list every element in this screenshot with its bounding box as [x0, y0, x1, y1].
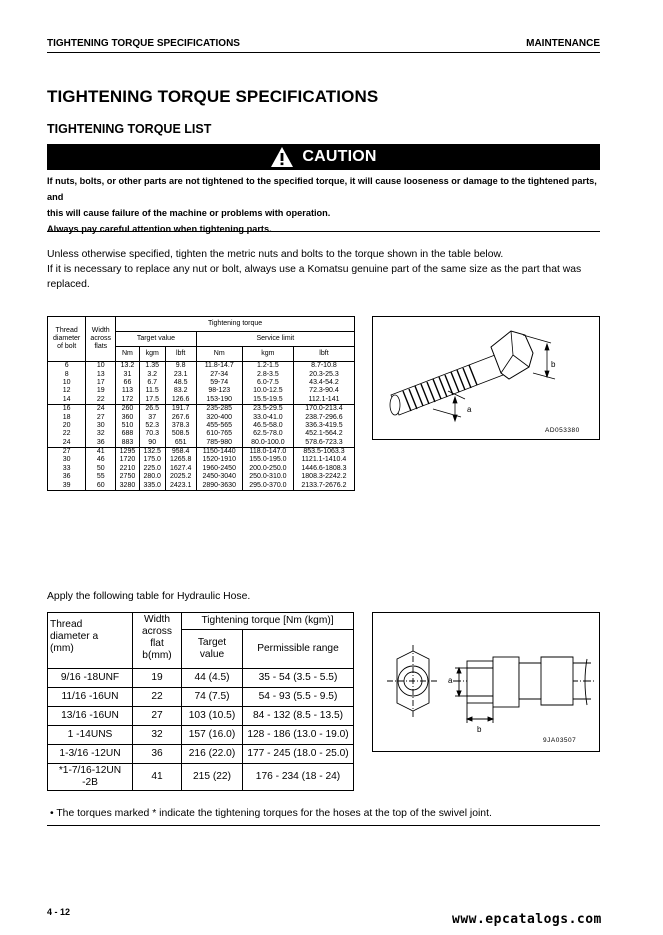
hose-table-cell: 1-3/16 -12UN — [48, 745, 133, 764]
hose-table-cell: 128 - 186 (13.0 - 19.0) — [243, 726, 354, 745]
bolt-table-cell: 200.0-250.0 — [242, 465, 293, 473]
bolt-table-cell: 175.0 — [139, 456, 165, 464]
bolt-table-cell: 13 — [86, 370, 116, 378]
hose-width-header: Width across flat b(mm) — [133, 613, 182, 669]
bolt-table-cell: 62.5-78.0 — [242, 430, 293, 438]
bolt-table-cell: 6.0-7.5 — [242, 379, 293, 387]
bolt-torque-table — [47, 316, 355, 491]
hose-dimension-b-label: b — [477, 725, 482, 734]
bolt-table-cell: 267.6 — [165, 413, 196, 421]
bolt-table-row — [48, 396, 355, 405]
hose-table-cell: 13/16 -16UN — [48, 707, 133, 726]
hose-table-cell: 74 (7.5) — [182, 688, 243, 707]
bolt-table-row — [48, 439, 355, 448]
bolt-table-cell: 12 — [48, 387, 86, 395]
bolt-table-cell: 2.8-3.5 — [242, 370, 293, 378]
bolt-table-cell: 20.3-25.3 — [293, 370, 354, 378]
bolt-table-cell: 39 — [48, 481, 86, 490]
hose-fitting-illustration — [373, 613, 599, 751]
bolt-table-cell: 2210 — [116, 465, 140, 473]
bolt-table-cell: 59-74 — [196, 379, 242, 387]
hose-table-cell: 19 — [133, 669, 182, 688]
hose-table-cell: 103 (10.5) — [182, 707, 243, 726]
caution-line: this will cause failure of the machine or problems with operation. — [47, 208, 331, 218]
hose-torque-header: Tightening torque [Nm (kgm)] — [182, 613, 354, 630]
width-across-flats-header: Width across flats — [86, 317, 116, 362]
intro-line: Unless otherwise specified, tighten the metric nuts and bolts to the torque shown in the table below. — [47, 249, 504, 260]
hose-table-row — [48, 764, 354, 791]
bolt-table-cell: 36 — [48, 473, 86, 481]
bolt-table-cell: 1.2-1.5 — [242, 362, 293, 371]
bolt-table-cell: 2450-3040 — [196, 473, 242, 481]
bolt-table-cell: 33.0-41.0 — [242, 413, 293, 421]
bolt-table-cell: 191.7 — [165, 404, 196, 413]
figure-code: AD053380 — [545, 427, 580, 434]
bolt-table-row — [48, 422, 355, 430]
bolt-table-cell: 50 — [86, 465, 116, 473]
service-limit-header: Service limit — [196, 332, 354, 347]
bolt-table-cell: 452.1-564.2 — [293, 430, 354, 438]
dimension-a-label: a — [467, 405, 472, 414]
bolt-table-cell: 132.5 — [139, 447, 165, 456]
running-header-title: TIGHTENING TORQUE SPECIFICATIONS — [47, 38, 240, 49]
bolt-table-row — [48, 447, 355, 456]
bolt-table-cell: 455-565 — [196, 422, 242, 430]
hose-table-row — [48, 745, 354, 764]
bolt-table-cell: 250.0-310.0 — [242, 473, 293, 481]
hose-table-row — [48, 688, 354, 707]
bolt-table-cell: 72.3-90.4 — [293, 387, 354, 395]
hose-table-cell: 84 - 132 (8.5 - 13.5) — [243, 707, 354, 726]
watermark-url: www.epcatalogs.com — [452, 912, 602, 927]
bolt-table-cell: 10 — [86, 362, 116, 371]
bolt-table-cell: 16 — [48, 404, 86, 413]
bolt-table-cell: 3.2 — [139, 370, 165, 378]
bolt-table-cell: 883 — [116, 439, 140, 448]
bolt-table-cell: 2133.7-2676.2 — [293, 481, 354, 490]
bolt-table-cell: 13.2 — [116, 362, 140, 371]
bolt-table-cell: 295.0-370.0 — [242, 481, 293, 490]
hose-table-cell: 215 (22) — [182, 764, 243, 791]
hose-table-cell: 22 — [133, 688, 182, 707]
bolt-table-cell: 508.5 — [165, 430, 196, 438]
bolt-table-cell: 225.0 — [139, 465, 165, 473]
hose-table-cell: 11/16 -16UN — [48, 688, 133, 707]
bolt-table-cell: 378.3 — [165, 422, 196, 430]
bolt-table-cell: 1720 — [116, 456, 140, 464]
bolt-table-cell: 126.6 — [165, 396, 196, 405]
bolt-table-cell: 37 — [139, 413, 165, 421]
bolt-table-cell: 113 — [116, 387, 140, 395]
hose-table-cell: 32 — [133, 726, 182, 745]
bolt-table-cell: 17 — [86, 379, 116, 387]
caution-label: CAUTION — [302, 148, 377, 165]
page-number: 4 - 12 — [47, 907, 71, 917]
swivel-joint-note: • The torques marked * indicate the tightening torques for the hoses at the top of the swivel joint. — [50, 808, 492, 819]
bolt-table-cell: 60 — [86, 481, 116, 490]
bolt-table-cell: 24 — [86, 404, 116, 413]
hose-table-cell: 216 (22.0) — [182, 745, 243, 764]
hose-table-intro: Apply the following table for Hydraulic Hose. — [47, 591, 251, 602]
hose-table-cell: 9/16 -18UNF — [48, 669, 133, 688]
bolt-table-cell: 11.5 — [139, 387, 165, 395]
bolt-table-cell: 43.4-54.2 — [293, 379, 354, 387]
bolt-table-cell: 27 — [86, 413, 116, 421]
caution-line: Always pay careful attention when tightening parts. — [47, 224, 272, 234]
bolt-table-cell: 2025.2 — [165, 473, 196, 481]
bolt-table-cell: 22 — [48, 430, 86, 438]
bolt-table-cell: 280.0 — [139, 473, 165, 481]
bolt-table-cell: 958.4 — [165, 447, 196, 456]
bolt-table-row — [48, 481, 355, 490]
bolt-table-row — [48, 387, 355, 395]
hose-table-cell: 157 (16.0) — [182, 726, 243, 745]
unit-header: Nm — [196, 347, 242, 362]
bolt-table-cell: 2890-3630 — [196, 481, 242, 490]
bolt-table-cell: 9.8 — [165, 362, 196, 371]
bolt-table-cell: 48.5 — [165, 379, 196, 387]
unit-header: lbft — [165, 347, 196, 362]
bolt-diagram — [372, 316, 600, 440]
bolt-table-cell: 17.5 — [139, 396, 165, 405]
bolt-table-cell: 260 — [116, 404, 140, 413]
bolt-table-cell: 46.5-58.0 — [242, 422, 293, 430]
tightening-torque-header: Tightening torque — [116, 317, 355, 332]
bolt-table-cell: 1265.8 — [165, 456, 196, 464]
bolt-table-cell: 30 — [86, 422, 116, 430]
hose-table-cell: 1 -14UNS — [48, 726, 133, 745]
bolt-table-cell: 235-285 — [196, 404, 242, 413]
hose-torque-table — [47, 612, 354, 791]
header-rule — [47, 52, 600, 53]
bolt-table-cell: 8.7-10.8 — [293, 362, 354, 371]
bolt-table-cell: 360 — [116, 413, 140, 421]
bolt-table-cell: 578.6-723.3 — [293, 439, 354, 448]
bolt-table-cell: 52.3 — [139, 422, 165, 430]
hose-table-cell: *1-7/16-12UN -2B — [48, 764, 133, 791]
bolt-table-cell: 33 — [48, 465, 86, 473]
bolt-table-cell: 651 — [165, 439, 196, 448]
hose-table-row — [48, 669, 354, 688]
bolt-table-cell: 1627.4 — [165, 465, 196, 473]
bolt-table-cell: 10.0-12.5 — [242, 387, 293, 395]
bolt-table-cell: 27 — [48, 447, 86, 456]
bolt-table-cell: 36 — [86, 439, 116, 448]
unit-header: lbft — [293, 347, 354, 362]
intro-line: If it is necessary to replace any nut or bolt, always use a Komatsu genuine part of the same size as the part that was — [47, 264, 582, 275]
bolt-table-cell: 32 — [86, 430, 116, 438]
bolt-table-cell: 20 — [48, 422, 86, 430]
bolt-table-cell: 320-400 — [196, 413, 242, 421]
hose-figure-code: 9JA03507 — [543, 737, 577, 744]
bolt-table-cell: 112.1-141 — [293, 396, 354, 405]
bolt-table-cell: 98-123 — [196, 387, 242, 395]
bolt-table-cell: 14 — [48, 396, 86, 405]
bolt-table-row — [48, 456, 355, 464]
hose-table-cell: 41 — [133, 764, 182, 791]
bolt-table-cell: 6 — [48, 362, 86, 371]
hose-table-cell: 44 (4.5) — [182, 669, 243, 688]
hose-table-cell: 27 — [133, 707, 182, 726]
bolt-table-cell: 83.2 — [165, 387, 196, 395]
intro-line: replaced. — [47, 279, 90, 290]
bolt-table-cell: 46 — [86, 456, 116, 464]
bolt-table-cell: 155.0-195.0 — [242, 456, 293, 464]
dimension-b-label: b — [551, 360, 556, 369]
hose-table-cell: 177 - 245 (18.0 - 25.0) — [243, 745, 354, 764]
hose-fitting-diagram — [372, 612, 600, 752]
bolt-table-cell: 153-190 — [196, 396, 242, 405]
bolt-table-cell: 118.0-147.0 — [242, 447, 293, 456]
bolt-table-row — [48, 370, 355, 378]
bolt-table-cell: 6.7 — [139, 379, 165, 387]
intro-paragraph — [47, 247, 607, 292]
bolt-table-cell: 18 — [48, 413, 86, 421]
hose-thread-header: Thread diameter a (mm) — [48, 613, 133, 669]
unit-header: kgm — [242, 347, 293, 362]
bolt-illustration — [373, 317, 599, 439]
unit-header: Nm — [116, 347, 140, 362]
bolt-table-cell: 1808.3-2242.2 — [293, 473, 354, 481]
hose-target-header: Target value — [182, 630, 243, 669]
bolt-table-cell: 26.5 — [139, 404, 165, 413]
bolt-table-row — [48, 465, 355, 473]
bolt-table-cell: 336.3-419.5 — [293, 422, 354, 430]
bolt-table-cell: 688 — [116, 430, 140, 438]
target-value-header: Target value — [116, 332, 196, 347]
bolt-table-cell: 8 — [48, 370, 86, 378]
bolt-table-cell: 335.0 — [139, 481, 165, 490]
bolt-table-row — [48, 473, 355, 481]
hose-dimension-a-label: a — [448, 676, 453, 685]
bolt-table-cell: 853.5-1063.3 — [293, 447, 354, 456]
hose-table-cell: 54 - 93 (5.5 - 9.5) — [243, 688, 354, 707]
bolt-table-row — [48, 362, 355, 371]
section-title: TIGHTENING TORQUE LIST — [47, 122, 212, 136]
bolt-table-cell: 1520-1910 — [196, 456, 242, 464]
bolt-table-cell: 10 — [48, 379, 86, 387]
bolt-table-cell: 90 — [139, 439, 165, 448]
bolt-table-cell: 1150-1440 — [196, 447, 242, 456]
page-title: TIGHTENING TORQUE SPECIFICATIONS — [47, 87, 379, 106]
bolt-table-cell: 11.8-14.7 — [196, 362, 242, 371]
hose-table-row — [48, 707, 354, 726]
bolt-table-cell: 30 — [48, 456, 86, 464]
hose-table-cell: 35 - 54 (3.5 - 5.5) — [243, 669, 354, 688]
bolt-table-cell: 785-980 — [196, 439, 242, 448]
bolt-table-cell: 23.5-29.5 — [242, 404, 293, 413]
bolt-table-cell: 1.35 — [139, 362, 165, 371]
footer-rule — [47, 825, 600, 826]
bolt-table-cell: 70.3 — [139, 430, 165, 438]
hose-table-cell: 176 - 234 (18 - 24) — [243, 764, 354, 791]
bolt-table-cell: 24 — [48, 439, 86, 448]
bolt-table-cell: 31 — [116, 370, 140, 378]
bolt-table-cell: 1446.6-1808.3 — [293, 465, 354, 473]
hose-table-cell: 36 — [133, 745, 182, 764]
bolt-table-cell: 610-765 — [196, 430, 242, 438]
caution-text — [47, 173, 607, 237]
unit-header: kgm — [139, 347, 165, 362]
caution-banner — [47, 144, 600, 170]
bolt-table-cell: 1960-2450 — [196, 465, 242, 473]
bolt-table-cell: 3280 — [116, 481, 140, 490]
bolt-table-cell: 41 — [86, 447, 116, 456]
hose-table-row — [48, 726, 354, 745]
caution-line: If nuts, bolts, or other parts are not tightened to the specified torque, it will cause looseness or damage to the tightened parts, and — [47, 176, 597, 202]
bolt-table-row — [48, 404, 355, 413]
bolt-table-cell: 19 — [86, 387, 116, 395]
bolt-table-cell: 15.5-19.5 — [242, 396, 293, 405]
bolt-table-cell: 510 — [116, 422, 140, 430]
bolt-table-cell: 22 — [86, 396, 116, 405]
hose-range-header: Permissible range — [243, 630, 354, 669]
bolt-table-cell: 55 — [86, 473, 116, 481]
bolt-table-cell: 170.0-213.4 — [293, 404, 354, 413]
bolt-table-row — [48, 379, 355, 387]
bolt-table-cell: 172 — [116, 396, 140, 405]
bolt-table-cell: 66 — [116, 379, 140, 387]
bolt-table-row — [48, 413, 355, 421]
bolt-table-cell: 2423.1 — [165, 481, 196, 490]
bolt-table-cell: 1121.1-1410.4 — [293, 456, 354, 464]
caution-rule — [47, 231, 600, 232]
bolt-table-cell: 1295 — [116, 447, 140, 456]
bolt-table-cell: 2750 — [116, 473, 140, 481]
thread-diameter-header: Thread diameter of bolt — [48, 317, 86, 362]
bolt-table-cell: 238.7-296.6 — [293, 413, 354, 421]
bolt-table-cell: 23.1 — [165, 370, 196, 378]
bolt-table-cell: 27-34 — [196, 370, 242, 378]
running-header-section: MAINTENANCE — [526, 38, 600, 49]
bolt-table-cell: 80.0-100.0 — [242, 439, 293, 448]
warning-triangle-icon — [270, 146, 294, 168]
bolt-table-row — [48, 430, 355, 438]
